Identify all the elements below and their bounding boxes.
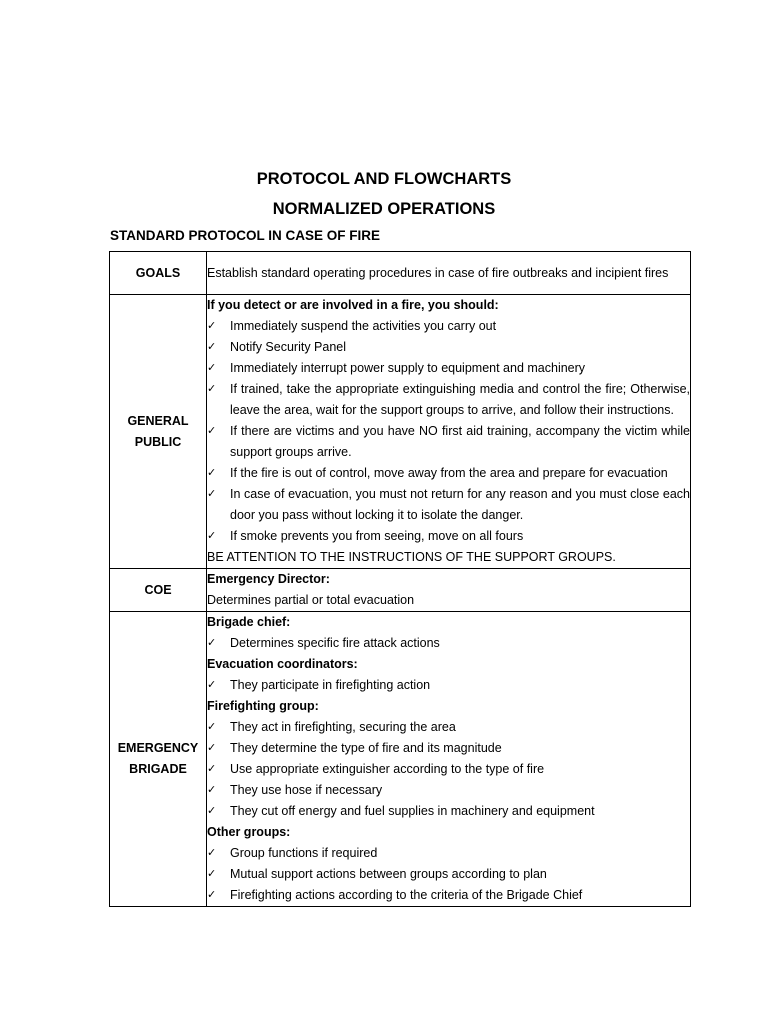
checkmark-icon: ✓ <box>207 679 217 691</box>
coe-text: Determines partial or total evacuation <box>207 593 415 607</box>
checkmark-icon: ✓ <box>207 383 217 395</box>
list-item <box>207 421 690 463</box>
list-item-text: They act in firefighting, securing the area <box>230 720 456 734</box>
checkmark-icon: ✓ <box>207 805 217 817</box>
list-item <box>207 843 690 864</box>
list-item-text: They participate in firefighting action <box>230 678 431 692</box>
section-heading: STANDARD PROTOCOL IN CASE OF FIRE <box>110 228 381 243</box>
list-item-text: If trained, take the appropriate extinguishing media and control the fire; Otherwise, leave the area, wait for the support groups to arrive, and follow their instructions. <box>230 382 690 417</box>
list-item <box>207 463 690 484</box>
list-item <box>207 759 690 780</box>
table-row-coe <box>110 569 691 612</box>
list-item-text: If there are victims and you have NO first aid training, accompany the victim while support groups arrive. <box>230 424 690 459</box>
checkmark-icon: ✓ <box>207 721 217 733</box>
list-item <box>207 717 690 738</box>
general-public-content <box>207 295 691 569</box>
checkmark-icon: ✓ <box>207 488 217 500</box>
checkmark-icon: ✓ <box>207 868 217 880</box>
list-item <box>207 675 690 696</box>
list-item-text: Firefighting actions according to the criteria of the Brigade Chief <box>230 888 583 902</box>
list-item-text: They cut off energy and fuel supplies in machinery and equipment <box>230 804 595 818</box>
list-item <box>207 864 690 885</box>
list-item <box>207 633 690 654</box>
list-item-text: They determine the type of fire and its magnitude <box>230 741 502 755</box>
list-item <box>207 526 690 547</box>
checkmark-icon: ✓ <box>207 362 217 374</box>
table-row-emergency-brigade <box>110 612 691 907</box>
checkmark-icon: ✓ <box>207 320 217 332</box>
brigade-group-heading: Other groups: <box>207 825 291 839</box>
brigade-group-heading: Brigade chief: <box>207 615 291 629</box>
checkmark-icon: ✓ <box>207 742 217 754</box>
checkmark-icon: ✓ <box>207 763 217 775</box>
document-title: PROTOCOL AND FLOWCHARTS <box>256 170 512 188</box>
list-item-text: Group functions if required <box>230 846 378 860</box>
protocol-table <box>109 251 691 907</box>
general-public-intro: If you detect or are involved in a fire, you should: <box>207 298 499 312</box>
list-item-text: If the fire is out of control, move away from the area and prepare for evacuation <box>230 466 668 480</box>
brigade-group-heading: Firefighting group: <box>207 699 319 713</box>
row-label-goals: GOALS <box>110 252 207 295</box>
checkmark-icon: ✓ <box>207 889 217 901</box>
goals-text: Establish standard operating procedures in case of fire outbreaks and incipient fires <box>207 252 691 295</box>
list-item <box>207 484 690 526</box>
list-item-text: Use appropriate extinguisher according to the type of fire <box>230 762 545 776</box>
checkmark-icon: ✓ <box>207 847 217 859</box>
list-item-text: They use hose if necessary <box>230 783 383 797</box>
coe-heading: Emergency Director: <box>207 572 330 586</box>
row-label-emergency-brigade: EMERGENCY BRIGADE <box>110 612 207 907</box>
checkmark-icon: ✓ <box>207 467 217 479</box>
checkmark-icon: ✓ <box>207 637 217 649</box>
row-label-general-public: GENERAL PUBLIC <box>110 295 207 569</box>
checkmark-icon: ✓ <box>207 530 217 542</box>
list-item <box>207 738 690 759</box>
table-row-general-public <box>110 295 691 569</box>
document-subtitle: NORMALIZED OPERATIONS <box>272 200 496 218</box>
row-label-coe: COE <box>110 569 207 612</box>
checkmark-icon: ✓ <box>207 341 217 353</box>
list-item <box>207 379 690 421</box>
list-item-text: In case of evacuation, you must not return for any reason and you must close each door you pass without locking it to isolate the danger. <box>230 487 690 522</box>
list-item <box>207 358 690 379</box>
coe-content <box>207 569 691 612</box>
list-item-text: Immediately interrupt power supply to equipment and machinery <box>230 361 586 375</box>
list-item-text: If smoke prevents you from seeing, move on all fours <box>230 529 524 543</box>
brigade-group-heading: Evacuation coordinators: <box>207 657 358 671</box>
general-public-list <box>207 316 690 547</box>
list-item-text: Immediately suspend the activities you carry out <box>230 319 497 333</box>
list-item <box>207 801 690 822</box>
list-item-text: Determines specific fire attack actions <box>230 636 440 650</box>
checkmark-icon: ✓ <box>207 425 217 437</box>
checkmark-icon: ✓ <box>207 784 217 796</box>
table-row-goals <box>110 252 691 295</box>
emergency-brigade-content <box>207 612 691 907</box>
list-item <box>207 780 690 801</box>
list-item <box>207 885 690 906</box>
list-item <box>207 316 690 337</box>
list-item-text: Mutual support actions between groups according to plan <box>230 867 547 881</box>
general-public-closing: BE ATTENTION TO THE INSTRUCTIONS OF THE SUPPORT GROUPS. <box>207 550 616 564</box>
list-item-text: Notify Security Panel <box>230 340 347 354</box>
list-item <box>207 337 690 358</box>
